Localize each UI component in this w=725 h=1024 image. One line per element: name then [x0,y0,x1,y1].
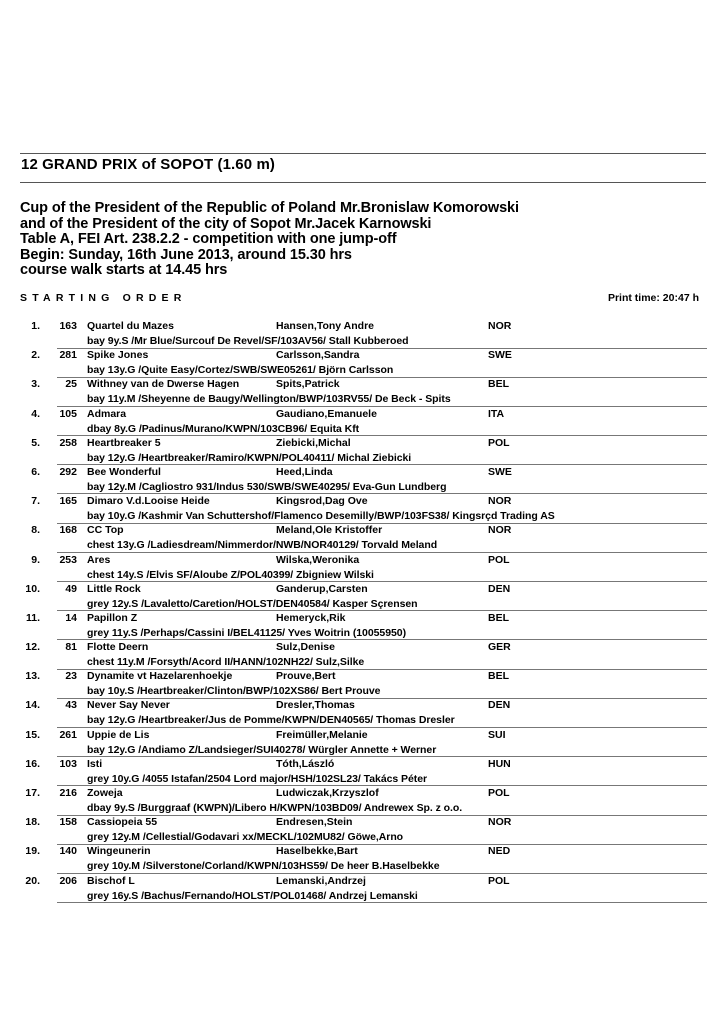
nation-code: ITA [488,407,505,420]
horse-details: bay 9y.S /Mr Blue/Surcouf De Revel/SF/103AV56/ Stall Kubberoed [87,335,409,347]
start-position: 15. [25,728,40,741]
horse-details: bay 12y.G /Heartbreaker/Ramiro/KWPN/POL40411/ Michal Ziebicki [87,451,412,464]
start-position: 8. [31,524,40,537]
nation-code: POL [488,874,510,887]
start-position: 18. [25,816,40,829]
bib-number: 281 [59,349,77,362]
start-position: 14. [25,699,40,712]
horse-name: Quartel du Mazes [87,320,174,332]
list-item [0,669,725,698]
list-item [0,407,725,436]
nation-code: SWE [488,465,512,478]
horse-name: Uppie de Lis [87,728,150,741]
bib-number: 253 [59,553,77,566]
list-item [0,757,725,786]
start-position: 1. [31,320,40,332]
nation-code: DEN [488,699,511,712]
list-item [0,698,725,727]
start-position: 9. [31,553,40,566]
bib-number: 261 [59,728,77,741]
rider-name: Sulz,Denise [276,641,335,654]
bib-number: 258 [59,436,77,449]
rider-name: Tóth,László [276,757,335,770]
rider-name: Hemeryck,Rik [276,611,346,624]
rider-name: Endresen,Stein [276,816,353,829]
horse-details: chest 14y.S /Elvis SF/Aloube Z/POL40399/ Zbigniew Wilski [87,568,374,581]
horse-name: Heartbreaker 5 [87,436,161,449]
horse-details: grey 10y.G /4055 Istafan/2504 Lord major/HSH/102SL23/ Takács Péter [87,772,428,785]
list-item [0,553,725,582]
list-item [0,815,725,844]
horse-details: bay 13y.G /Quite Easy/Cortez/SWB/SWE05261/ Björn Carlsson [87,364,394,377]
bib-number: 103 [59,757,77,770]
horse-name: Admara [87,407,127,420]
start-position: 20. [25,874,40,887]
start-position: 2. [31,349,40,362]
list-item [0,640,725,669]
rider-name: Ludwiczak,Krzyszlof [276,787,379,799]
start-position: 17. [25,787,40,799]
bib-number: 158 [59,816,77,829]
rider-name: Ziebicki,Michal [276,436,351,449]
info-line: Cup of the President of the Republic of Poland Mr.Bronislaw Komorowski [20,200,519,216]
competition-title: 12 GRAND PRIX of SOPOT (1.60 m) [21,156,275,173]
horse-name: Wingeunerin [87,845,151,858]
bib-number: 140 [59,845,77,858]
horse-name: Spike Jones [87,349,149,362]
nation-code: POL [488,787,510,799]
horse-name: Cassiopeia 55 [87,816,158,829]
bib-number: 163 [59,320,77,332]
start-position: 13. [25,670,40,683]
info-line: Begin: Sunday, 16th June 2013, around 15.30 hrs [20,246,352,263]
horse-details: dbay 8y.G /Padinus/Murano/KWPN/103CB96/ Equita Kft [87,422,360,435]
rider-name: Meland,Ole Kristoffer [276,524,383,537]
print-time: Print time: 20:47 h [607,292,699,304]
list-item [0,319,725,348]
start-position: 7. [31,495,40,508]
rider-name: Prouve,Bert [276,670,336,683]
list-item [0,728,725,757]
start-position: 19. [25,845,40,858]
info-line: course walk starts at 14.45 hrs [20,262,228,278]
list-item [0,844,725,873]
nation-code: NOR [488,816,512,829]
horse-name: Dynamite vt Hazelarenhoekje [87,670,233,683]
list-item [0,786,725,815]
nation-code: BEL [488,670,509,683]
rider-name: Dresler,Thomas [276,699,355,712]
title-divider [20,182,706,183]
start-position: 6. [31,465,40,478]
list-item [0,582,725,611]
rider-name: Ganderup,Carsten [276,582,368,595]
list-item [0,874,725,903]
bib-number: 292 [59,465,77,478]
horse-details: bay 10y.G /Kashmir Van Schuttershof/Flamenco Desemilly/BWP/103FS38/ Kingsrçd Trading AS [87,510,555,523]
nation-code: SUI [488,728,506,741]
horse-details: grey 12y.M /Cellestial/Godavari xx/MECKL/102MU82/ Göwe,Arno [87,831,404,844]
horse-name: Bee Wonderful [87,465,161,478]
rider-name: Kingsrod,Dag Ove [276,495,368,508]
bib-number: 216 [59,787,77,799]
bib-number: 43 [65,699,77,712]
horse-name: Little Rock [87,582,141,595]
nation-code: POL [488,553,510,566]
nation-code: NOR [488,524,512,537]
rider-name: Heed,Linda [276,465,333,478]
horse-details: chest 13y.G /Ladiesdream/Nimmerdor/NWB/NOR40129/ Torvald Meland [87,539,438,552]
bib-number: 81 [65,641,77,654]
bib-number: 165 [59,495,77,508]
start-position: 3. [31,378,40,391]
horse-name: Ares [87,553,111,566]
rider-name: Hansen,Tony Andre [276,320,375,332]
horse-details: bay 11y.M /Sheyenne de Baugy/Wellington/BWP/103RV55/ De Beck - Spits [87,393,451,406]
horse-details: grey 12y.S /Lavaletto/Caretion/HOLST/DEN40584/ Kasper Sçrensen [87,597,418,610]
row-divider [57,902,707,903]
horse-details: bay 12y.M /Cagliostro 931/Indus 530/SWB/SWE40295/ Eva-Gun Lundberg [87,480,447,493]
starting-order-list [0,319,725,903]
horse-details: chest 11y.M /Forsyth/Acord II/HANN/102NH22/ Sulz,Silke [87,656,365,669]
start-position: 5. [31,436,40,449]
horse-details: bay 12y.G /Heartbreaker/Jus de Pomme/KWPN/DEN40565/ Thomas Dresler [87,714,455,727]
nation-code: NED [488,845,511,858]
info-line: Table A, FEI Art. 238.2.2 - competition with one jump-off [20,231,397,247]
competition-info [20,201,519,279]
start-position: 16. [25,757,40,770]
horse-name: CC Top [87,524,124,537]
nation-code: NOR [488,495,512,508]
horse-details: bay 12y.G /Andiamo Z/Landsieger/SUI40278/ Würgler Annette + Werner [87,743,437,756]
horse-name: Withney van de Dwerse Hagen [87,378,240,391]
info-line: and of the President of the city of Sopot Mr.Jacek Karnowski [20,215,432,232]
list-item [0,348,725,377]
start-position: 10. [25,582,40,595]
horse-details: bay 10y.S /Heartbreaker/Clinton/BWP/102XS86/ Bert Prouve [87,685,381,698]
nation-code: POL [488,436,510,449]
nation-code: BEL [488,611,509,624]
rider-name: Haselbekke,Bart [276,845,358,858]
list-item [0,494,725,523]
horse-name: Isti [87,757,103,770]
start-position: 4. [31,407,40,420]
horse-details: grey 16y.S /Bachus/Fernando/HOLST/POL01468/ Andrzej Lemanski [87,889,418,902]
nation-code: SWE [488,349,512,362]
bib-number: 168 [59,524,77,537]
nation-code: NOR [488,320,512,332]
horse-name: Zoweja [87,787,123,799]
list-item [0,436,725,465]
bib-number: 206 [59,874,77,887]
bib-number: 105 [59,407,77,420]
bib-number: 49 [65,582,77,595]
horse-name: Dimaro V.d.Looise Heide [87,495,210,508]
nation-code: GER [488,641,511,654]
top-divider [20,153,706,154]
start-position: 12. [25,641,40,654]
rider-name: Wilska,Weronika [276,553,360,566]
horse-name: Never Say Never [87,699,170,712]
list-item [0,523,725,552]
horse-details: dbay 9y.S /Burggraaf (KWPN)/Libero H/KWPN/103BD09/ Andrewex Sp. z o.o. [87,802,463,814]
bib-number: 23 [65,670,77,683]
list-item [0,377,725,406]
starting-order-label: STARTING ORDER [20,292,187,304]
list-item [0,465,725,494]
list-item [0,611,725,640]
rider-name: Freimüller,Melanie [276,728,368,741]
rider-name: Lemanski,Andrzej [276,874,366,887]
horse-name: Papillon Z [87,611,138,624]
rider-name: Spits,Patrick [276,378,340,391]
nation-code: HUN [488,757,511,770]
nation-code: BEL [488,378,509,391]
horse-details: grey 10y.M /Silverstone/Corland/KWPN/103HS59/ De heer B.Haselbekke [87,860,440,873]
rider-name: Carlsson,Sandra [276,349,360,362]
bib-number: 25 [65,378,77,391]
horse-name: Bischof L [87,874,135,887]
start-position: 11. [25,611,40,624]
rider-name: Gaudiano,Emanuele [276,407,377,420]
horse-name: Flotte Deern [87,641,149,654]
nation-code: DEN [488,582,511,595]
bib-number: 14 [65,611,77,624]
horse-details: grey 11y.S /Perhaps/Cassini I/BEL41125/ Yves Woitrin (10055950) [87,626,407,639]
